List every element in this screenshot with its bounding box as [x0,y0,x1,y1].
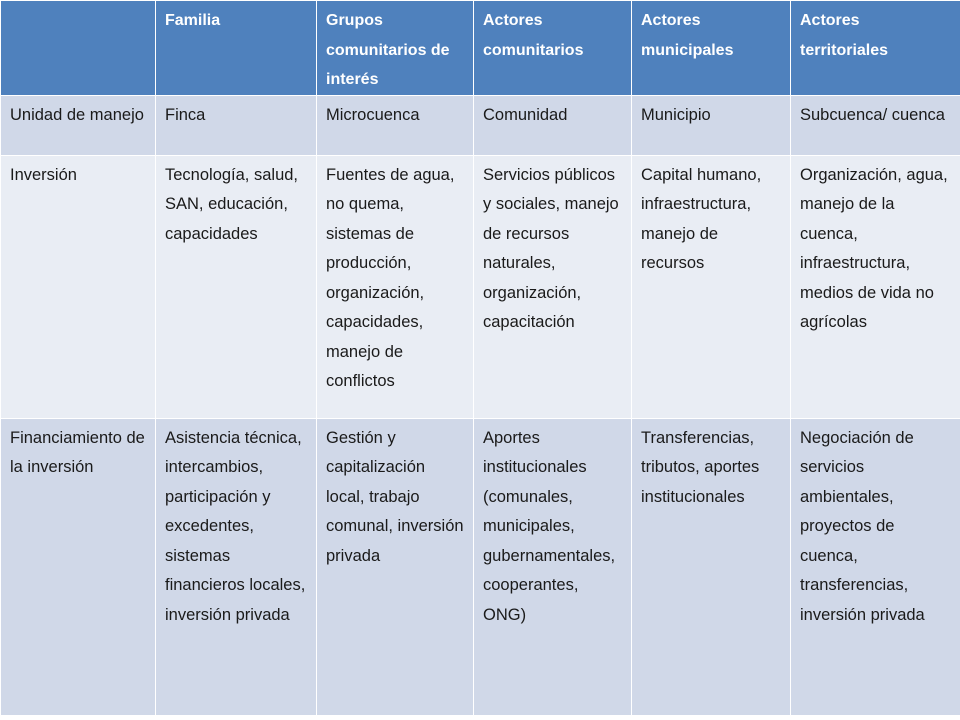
table-cell: Negociación de servicios ambientales, proyectos de cuenca, transferencias, inversión privada [791,418,960,715]
table-cell: Municipio [632,95,791,155]
table-cell: Fuentes de agua, no quema, sistemas de producción, organización, capacidades, manejo de conflictos [317,155,474,418]
table-row [1,155,960,418]
header-cell-actores-comunitarios: Actores comunitarios [474,1,632,96]
table-cell: Comunidad [474,95,632,155]
table-cell: Organización, agua, manejo de la cuenca, infraestructura, medios de vida no agrícolas [791,155,960,418]
table-cell: Finca [156,95,317,155]
header-cell-actores-territoriales: Actores territoriales [791,1,960,96]
table-cell: Asistencia técnica, intercambios, participación y excedentes, sistemas financieros locales, inversión privada [156,418,317,715]
table-cell: Gestión y capitalización local, trabajo comunal, inversión privada [317,418,474,715]
header-cell-familia: Familia [156,1,317,96]
table-cell: Microcuenca [317,95,474,155]
header-cell-empty [1,1,156,96]
table-cell: Capital humano, infraestructura, manejo de recursos [632,155,791,418]
header-row [1,1,960,96]
row-label: Financiamiento de la inversión [1,418,156,715]
table-cell: Subcuenca/ cuenca [791,95,960,155]
header-cell-actores-municipales: Actores municipales [632,1,791,96]
row-label: Unidad de manejo [1,95,156,155]
table-cell: Servicios públicos y sociales, manejo de recursos naturales, organización, capacitación [474,155,632,418]
row-label: Inversión [1,155,156,418]
table-row [1,418,960,715]
table-cell: Transferencias, tributos, aportes institucionales [632,418,791,715]
header-cell-grupos-comunitarios: Grupos comunitarios de interés [317,1,474,96]
table-cell: Tecnología, salud, SAN, educación, capacidades [156,155,317,418]
table-row [1,95,960,155]
table-cell: Aportes institucionales (comunales, municipales, gubernamentales, cooperantes, ONG) [474,418,632,715]
